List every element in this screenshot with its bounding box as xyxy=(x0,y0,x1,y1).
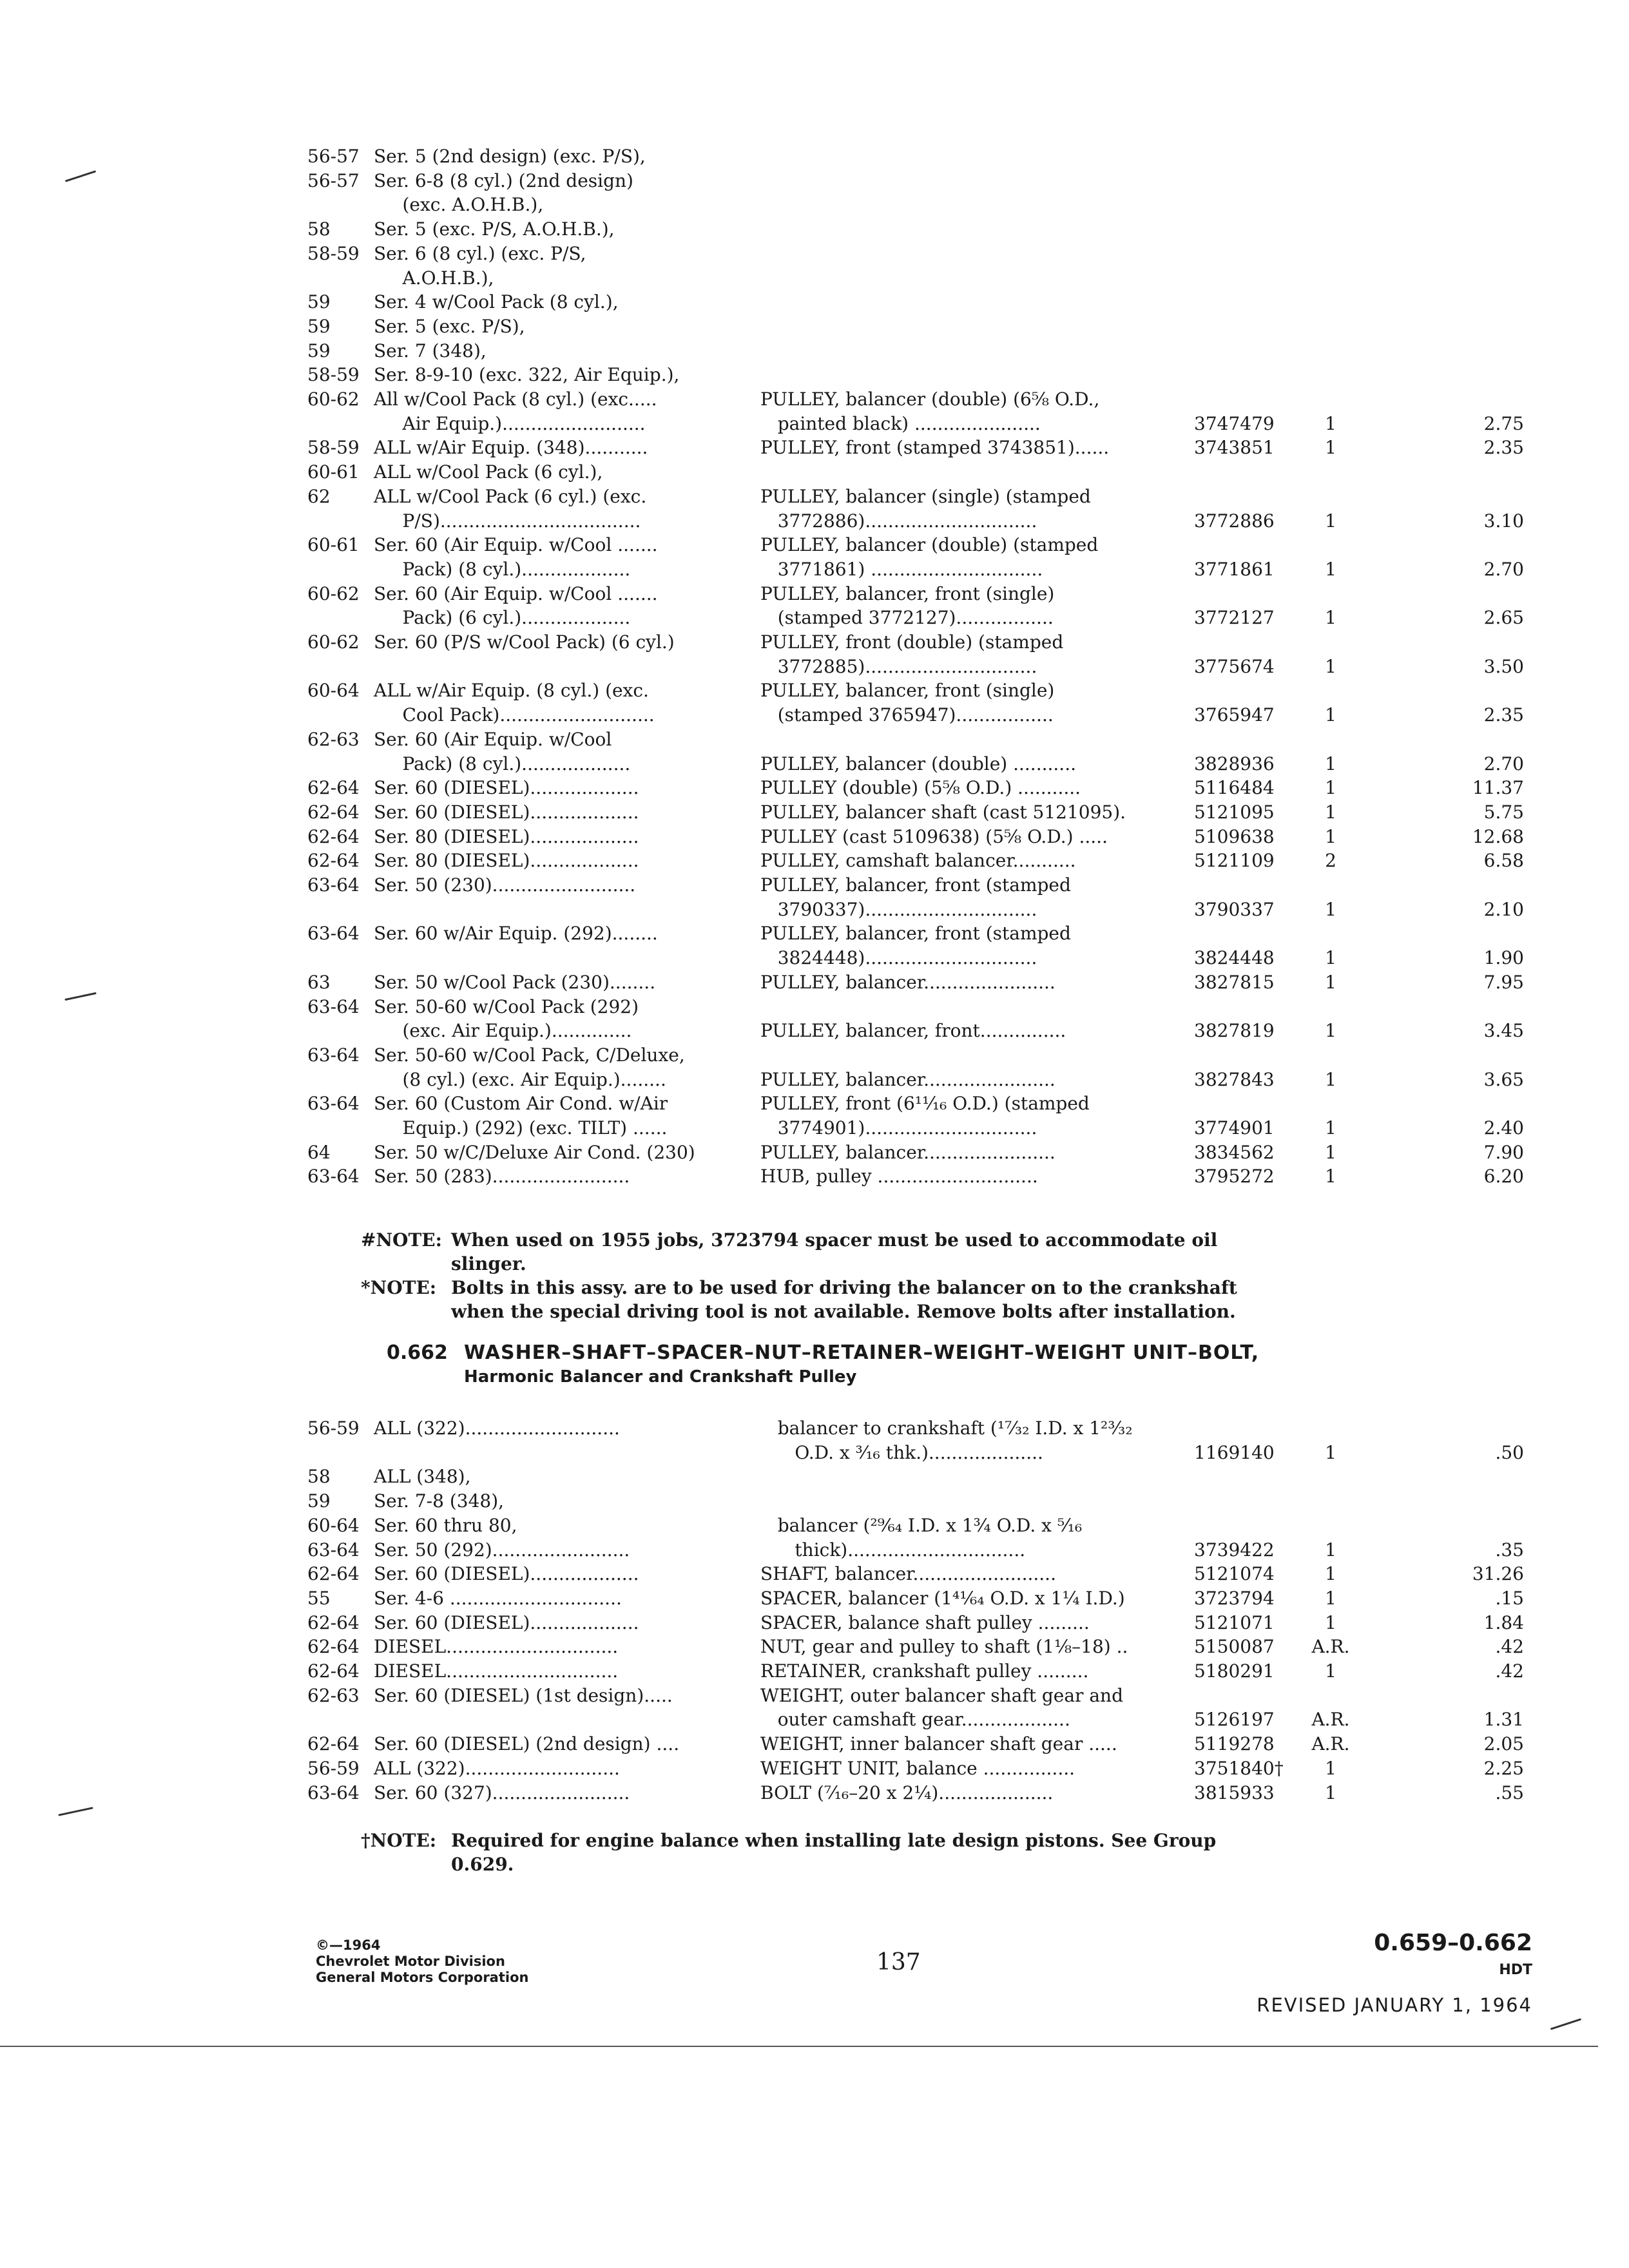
year-cell: 62-64 xyxy=(307,1563,360,1585)
description-cell: 3772885).............................. xyxy=(760,655,1037,677)
group-reference: 0.659–0.662 xyxy=(1374,1930,1532,1956)
year-cell: 62 xyxy=(307,485,331,507)
quantity-cell: 1 xyxy=(1325,1611,1336,1633)
year-cell: 62-63 xyxy=(307,728,360,750)
year-cell: 60-61 xyxy=(307,461,360,483)
page-bottom-rule xyxy=(0,2046,1598,2047)
application-cell: Pack) (8 cyl.)................... xyxy=(374,753,631,774)
description-cell: WEIGHT, inner balancer shaft gear ..... xyxy=(760,1733,1117,1755)
part-number-cell: 3723794 xyxy=(1194,1587,1275,1609)
description-cell: 3824448).............................. xyxy=(760,947,1037,969)
application-cell: Ser. 60 (Custom Air Cond. w/Air xyxy=(374,1093,668,1115)
year-cell: 59 xyxy=(307,315,331,337)
year-cell: 60-62 xyxy=(307,631,360,653)
hdt-label: HDT xyxy=(1499,1962,1532,1978)
year-cell: 58-59 xyxy=(307,437,360,459)
description-cell: (stamped 3772127)................. xyxy=(760,607,1054,629)
copyright-corporation: General Motors Corporation xyxy=(316,1970,529,1985)
year-cell: 60-62 xyxy=(307,389,360,410)
note-label: #NOTE: xyxy=(361,1229,442,1251)
quantity-cell: 1 xyxy=(1325,777,1336,799)
application-cell: Pack) (6 cyl.)................... xyxy=(374,607,631,629)
price-cell: 6.20 xyxy=(1483,1166,1524,1187)
year-cell: 63-64 xyxy=(307,874,360,896)
application-cell: ALL (348), xyxy=(374,1466,471,1488)
description-cell: WEIGHT, outer balancer shaft gear and xyxy=(760,1684,1123,1706)
description-cell: 3772886).............................. xyxy=(760,510,1037,532)
price-cell: 2.35 xyxy=(1483,437,1524,459)
description-cell: PULLEY, balancer (double) (stamped xyxy=(760,534,1099,556)
application-cell: Ser. 60 (DIESEL)................... xyxy=(374,801,639,823)
price-cell: 11.37 xyxy=(1472,777,1524,799)
description-cell: painted black) ...................... xyxy=(760,412,1041,434)
year-cell: 60-64 xyxy=(307,680,360,702)
price-cell: 3.45 xyxy=(1483,1020,1524,1042)
application-cell: Ser. 50 w/Cool Pack (230)........ xyxy=(374,971,656,993)
year-cell: 62-64 xyxy=(307,1660,360,1682)
application-cell: Ser. 60 (Air Equip. w/Cool xyxy=(374,728,612,750)
part-number-cell: 3743851 xyxy=(1194,437,1275,459)
description-cell: PULLEY (double) (5⅝ O.D.) ........... xyxy=(760,777,1081,799)
description-cell: NUT, gear and pulley to shaft (1⅛–18) .. xyxy=(760,1636,1128,1658)
part-number-cell: 3765947 xyxy=(1194,704,1275,726)
application-cell: ALL (322)........................... xyxy=(374,1757,620,1779)
application-cell: A.O.H.B.), xyxy=(374,267,494,289)
part-number-cell: 3815933 xyxy=(1194,1782,1275,1803)
application-cell: ALL (322)........................... xyxy=(374,1418,620,1439)
page-number: 137 xyxy=(876,1949,921,1975)
description-cell: BOLT (⁷⁄₁₆–20 x 2¼).................... xyxy=(760,1782,1054,1803)
part-number-cell: 3828936 xyxy=(1194,753,1275,774)
price-cell: 31.26 xyxy=(1472,1563,1524,1585)
application-cell: Pack) (8 cyl.)................... xyxy=(374,558,631,580)
quantity-cell: 1 xyxy=(1325,655,1336,677)
price-cell: 2.40 xyxy=(1483,1117,1524,1139)
price-cell: 2.70 xyxy=(1483,558,1524,580)
description-cell: PULLEY, front (6¹¹⁄₁₆ O.D.) (stamped xyxy=(760,1093,1090,1115)
year-cell: 58 xyxy=(307,1466,331,1488)
year-cell: 58 xyxy=(307,218,331,240)
price-cell: 3.10 xyxy=(1483,510,1524,532)
application-cell: (exc. Air Equip.).............. xyxy=(374,1020,632,1042)
description-cell: PULLEY, balancer....................... xyxy=(760,1141,1055,1163)
description-cell: PULLEY, front (double) (stamped xyxy=(760,631,1064,653)
application-cell: Ser. 60 w/Air Equip. (292)........ xyxy=(374,923,658,945)
quantity-cell: 1 xyxy=(1325,1166,1336,1187)
year-cell: 63-64 xyxy=(307,923,360,945)
description-cell: WEIGHT UNIT, balance ................ xyxy=(760,1757,1075,1779)
copyright-division: Chevrolet Motor Division xyxy=(316,1954,505,1969)
description-cell: SHAFT, balancer......................... xyxy=(760,1563,1056,1585)
quantity-cell: 1 xyxy=(1325,1141,1336,1163)
application-cell: Ser. 8-9-10 (exc. 322, Air Equip.), xyxy=(374,364,680,386)
application-cell: DIESEL.............................. xyxy=(374,1636,619,1658)
year-cell: 63-64 xyxy=(307,1166,360,1187)
application-cell: Ser. 80 (DIESEL)................... xyxy=(374,825,639,847)
price-cell: 2.70 xyxy=(1483,753,1524,774)
quantity-cell: 1 xyxy=(1325,1757,1336,1779)
application-cell: Ser. 4 w/Cool Pack (8 cyl.), xyxy=(374,291,619,313)
section-subtitle: Harmonic Balancer and Crankshaft Pulley xyxy=(464,1367,857,1387)
description-cell: SPACER, balancer (1⁴¹⁄₆₄ O.D. x 1¼ I.D.) xyxy=(760,1587,1125,1609)
application-cell: Ser. 60 (Air Equip. w/Cool ....... xyxy=(374,534,658,556)
description-cell: PULLEY, balancer, front (single) xyxy=(760,680,1055,702)
quantity-cell: 1 xyxy=(1325,947,1336,969)
margin-punch-mark xyxy=(64,992,97,1001)
year-cell: 59 xyxy=(307,1490,331,1512)
quantity-cell: 1 xyxy=(1325,704,1336,726)
part-number-cell: 3824448 xyxy=(1194,947,1275,969)
application-cell: ALL w/Air Equip. (8 cyl.) (exc. xyxy=(374,680,649,702)
year-cell: 60-64 xyxy=(307,1514,360,1536)
part-number-cell: 3827819 xyxy=(1194,1020,1275,1042)
section-title: WASHER–SHAFT–SPACER–NUT–RETAINER–WEIGHT–WEIGHT UNIT–BOLT, xyxy=(464,1341,1260,1364)
description-cell: PULLEY, balancer (double) (6⅝ O.D., xyxy=(760,389,1100,410)
application-cell: Ser. 60 (DIESEL)................... xyxy=(374,1611,639,1633)
part-number-cell: 3772127 xyxy=(1194,607,1275,629)
year-cell: 62-64 xyxy=(307,1636,360,1658)
application-cell: Equip.) (292) (exc. TILT) ...... xyxy=(374,1117,668,1139)
description-cell: 3790337).............................. xyxy=(760,898,1037,920)
year-cell: 63-64 xyxy=(307,1093,360,1115)
part-number-cell: 3834562 xyxy=(1194,1141,1275,1163)
quantity-cell: 1 xyxy=(1325,971,1336,993)
price-cell: 12.68 xyxy=(1472,825,1524,847)
quantity-cell: 1 xyxy=(1325,1117,1336,1139)
description-cell: thick)............................... xyxy=(760,1539,1026,1561)
year-cell: 63-64 xyxy=(307,1044,360,1066)
application-cell: Ser. 7-8 (348), xyxy=(374,1490,505,1512)
application-cell: Ser. 4-6 .............................. xyxy=(374,1587,622,1609)
part-number-cell: 5126197 xyxy=(1194,1709,1275,1731)
application-cell: Ser. 60 (DIESEL)................... xyxy=(374,1563,639,1585)
application-cell: (exc. A.O.H.B.), xyxy=(374,194,544,216)
application-cell: Ser. 50 w/C/Deluxe Air Cond. (230) xyxy=(374,1141,695,1163)
quantity-cell: 1 xyxy=(1325,1068,1336,1090)
part-number-cell: 5180291 xyxy=(1194,1660,1275,1682)
year-cell: 58-59 xyxy=(307,364,360,386)
year-cell: 60-62 xyxy=(307,582,360,604)
application-cell: Ser. 5 (exc. P/S, A.O.H.B.), xyxy=(374,218,615,240)
revised-date: REVISED JANUARY 1, 1964 xyxy=(1257,1994,1532,2016)
part-number-cell: 1169140 xyxy=(1194,1441,1275,1463)
description-cell: PULLEY, front (stamped 3743851)...... xyxy=(760,437,1110,459)
price-cell: 2.75 xyxy=(1483,412,1524,434)
part-number-cell: 3774901 xyxy=(1194,1117,1275,1139)
application-cell: Ser. 60 thru 80, xyxy=(374,1514,517,1536)
application-cell: Ser. 5 (2nd design) (exc. P/S), xyxy=(374,146,646,167)
year-cell: 59 xyxy=(307,340,331,361)
part-number-cell: 3772886 xyxy=(1194,510,1275,532)
price-cell: 1.84 xyxy=(1483,1611,1524,1633)
description-cell: balancer (²⁹⁄₆₄ I.D. x 1¾ O.D. x ⁵⁄₁₆ xyxy=(760,1514,1083,1536)
note-text: 0.629. xyxy=(451,1854,514,1875)
year-cell: 62-64 xyxy=(307,777,360,799)
quantity-cell: 1 xyxy=(1325,607,1336,629)
year-cell: 63-64 xyxy=(307,1539,360,1561)
quantity-cell: 1 xyxy=(1325,1441,1336,1463)
description-cell: PULLEY, balancer, front............... xyxy=(760,1020,1066,1042)
application-cell: All w/Cool Pack (8 cyl.) (exc..... xyxy=(374,389,657,410)
application-cell: Ser. 50 (230)......................... xyxy=(374,874,636,896)
description-cell: PULLEY, balancer (single) (stamped xyxy=(760,485,1091,507)
application-cell: Ser. 6 (8 cyl.) (exc. P/S, xyxy=(374,242,586,264)
part-number-cell: 3771861 xyxy=(1194,558,1275,580)
part-number-cell: 3827843 xyxy=(1194,1068,1275,1090)
description-cell: (stamped 3765947)................. xyxy=(760,704,1054,726)
application-cell: Ser. 50-60 w/Cool Pack, C/Deluxe, xyxy=(374,1044,685,1066)
part-number-cell: 3790337 xyxy=(1194,898,1275,920)
description-cell: 3771861) .............................. xyxy=(760,558,1043,580)
year-cell: 58-59 xyxy=(307,242,360,264)
part-number-cell: 3739422 xyxy=(1194,1539,1275,1561)
quantity-cell: 1 xyxy=(1325,412,1336,434)
year-cell: 59 xyxy=(307,291,331,313)
year-cell: 62-64 xyxy=(307,850,360,872)
description-cell: SPACER, balance shaft pulley ......... xyxy=(760,1611,1090,1633)
quantity-cell: 1 xyxy=(1325,753,1336,774)
quantity-cell: 2 xyxy=(1325,850,1336,872)
application-cell: Ser. 5 (exc. P/S), xyxy=(374,315,525,337)
quantity-cell: 1 xyxy=(1325,1563,1336,1585)
application-cell: Cool Pack)........................... xyxy=(374,704,655,726)
application-cell: Ser. 60 (P/S w/Cool Pack) (6 cyl.) xyxy=(374,631,675,653)
price-cell: 7.95 xyxy=(1483,971,1524,993)
application-cell: (8 cyl.) (exc. Air Equip.)........ xyxy=(374,1068,666,1090)
year-cell: 60-61 xyxy=(307,534,360,556)
price-cell: .55 xyxy=(1495,1782,1524,1803)
part-number-cell: 5121095 xyxy=(1194,801,1275,823)
year-cell: 55 xyxy=(307,1587,331,1609)
quantity-cell: 1 xyxy=(1325,825,1336,847)
part-number-cell: 3751840† xyxy=(1194,1757,1284,1779)
year-cell: 62-64 xyxy=(307,1611,360,1633)
price-cell: .42 xyxy=(1495,1636,1524,1658)
margin-punch-mark xyxy=(1550,2018,1581,2030)
quantity-cell: 1 xyxy=(1325,1660,1336,1682)
part-number-cell: 5150087 xyxy=(1194,1636,1275,1658)
description-cell: balancer to crankshaft (¹⁷⁄₃₂ I.D. x 1²³⁄₃₂ xyxy=(760,1418,1133,1439)
description-cell: PULLEY, camshaft balancer........... xyxy=(760,850,1076,872)
quantity-cell: 1 xyxy=(1325,801,1336,823)
description-cell: PULLEY (cast 5109638) (5⅝ O.D.) ..... xyxy=(760,825,1108,847)
application-cell: DIESEL.............................. xyxy=(374,1660,619,1682)
quantity-cell: A.R. xyxy=(1311,1733,1350,1755)
margin-punch-mark xyxy=(65,170,96,182)
part-number-cell: 5109638 xyxy=(1194,825,1275,847)
application-cell: Ser. 50 (283)........................ xyxy=(374,1166,630,1187)
description-cell: PULLEY, balancer, front (stamped xyxy=(760,874,1071,896)
note-label: *NOTE: xyxy=(361,1277,437,1298)
price-cell: 2.65 xyxy=(1483,607,1524,629)
description-cell: PULLEY, balancer (double) ........... xyxy=(760,753,1076,774)
margin-punch-mark xyxy=(58,1807,93,1816)
application-cell: Air Equip.)......................... xyxy=(374,412,646,434)
description-cell: PULLEY, balancer, front (stamped xyxy=(760,923,1071,945)
description-cell: O.D. x ³⁄₁₆ thk.).................... xyxy=(760,1441,1043,1463)
application-cell: P/S)................................... xyxy=(374,510,641,532)
note-text: Bolts in this assy. are to be used for driving the balancer on to the crankshaft xyxy=(451,1277,1237,1298)
copyright-block xyxy=(316,1937,528,1986)
year-cell: 63-64 xyxy=(307,995,360,1017)
application-cell: Ser. 7 (348), xyxy=(374,340,487,361)
application-cell: ALL w/Cool Pack (6 cyl.), xyxy=(374,461,603,483)
part-number-cell: 3775674 xyxy=(1194,655,1275,677)
description-cell: PULLEY, balancer, front (single) xyxy=(760,582,1055,604)
quantity-cell: 1 xyxy=(1325,558,1336,580)
quantity-cell: 1 xyxy=(1325,1539,1336,1561)
price-cell: .42 xyxy=(1495,1660,1524,1682)
year-cell: 56-59 xyxy=(307,1418,360,1439)
application-cell: Ser. 60 (DIESEL) (2nd design) .... xyxy=(374,1733,680,1755)
year-cell: 56-57 xyxy=(307,146,360,167)
description-cell: HUB, pulley ............................ xyxy=(760,1166,1038,1187)
year-cell: 56-59 xyxy=(307,1757,360,1779)
application-cell: Ser. 50-60 w/Cool Pack (292) xyxy=(374,995,639,1017)
part-number-cell: 3827815 xyxy=(1194,971,1275,993)
price-cell: 5.75 xyxy=(1483,801,1524,823)
year-cell: 62-64 xyxy=(307,801,360,823)
copyright-year: ©—1964 xyxy=(316,1937,381,1953)
section-number: 0.662 xyxy=(387,1341,448,1364)
part-number-cell: 5121074 xyxy=(1194,1563,1275,1585)
price-cell: .50 xyxy=(1495,1441,1524,1463)
description-cell: PULLEY, balancer shaft (cast 5121095). xyxy=(760,801,1126,823)
application-cell: Ser. 60 (Air Equip. w/Cool ....... xyxy=(374,582,658,604)
price-cell: 1.90 xyxy=(1483,947,1524,969)
part-number-cell: 3747479 xyxy=(1194,412,1275,434)
price-cell: .15 xyxy=(1495,1587,1524,1609)
application-cell: Ser. 60 (327)........................ xyxy=(374,1782,630,1803)
application-cell: ALL w/Cool Pack (6 cyl.) (exc. xyxy=(374,485,647,507)
part-number-cell: 5116484 xyxy=(1194,777,1275,799)
note-text: When used on 1955 jobs, 3723794 spacer must be used to accommodate oil xyxy=(451,1229,1218,1251)
year-cell: 63 xyxy=(307,971,331,993)
price-cell: 1.31 xyxy=(1483,1709,1524,1731)
note-label: †NOTE: xyxy=(361,1830,437,1851)
quantity-cell: 1 xyxy=(1325,1782,1336,1803)
part-number-cell: 5121071 xyxy=(1194,1611,1275,1633)
quantity-cell: 1 xyxy=(1325,1587,1336,1609)
part-number-cell: 5121109 xyxy=(1194,850,1275,872)
quantity-cell: A.R. xyxy=(1311,1709,1350,1731)
quantity-cell: 1 xyxy=(1325,510,1336,532)
application-cell: Ser. 50 (292)........................ xyxy=(374,1539,630,1561)
part-number-cell: 5119278 xyxy=(1194,1733,1275,1755)
application-cell: Ser. 80 (DIESEL)................... xyxy=(374,850,639,872)
note-text: Required for engine balance when installing late design pistons. See Group xyxy=(451,1830,1217,1851)
year-cell: 56-57 xyxy=(307,169,360,191)
application-cell: Ser. 60 (DIESEL)................... xyxy=(374,777,639,799)
price-cell: 2.10 xyxy=(1483,898,1524,920)
price-cell: 2.35 xyxy=(1483,704,1524,726)
year-cell: 62-64 xyxy=(307,1733,360,1755)
year-cell: 62-63 xyxy=(307,1684,360,1706)
part-number-cell: 3795272 xyxy=(1194,1166,1275,1187)
price-cell: 3.65 xyxy=(1483,1068,1524,1090)
quantity-cell: 1 xyxy=(1325,1020,1336,1042)
year-cell: 64 xyxy=(307,1141,331,1163)
year-cell: 63-64 xyxy=(307,1782,360,1803)
description-cell: RETAINER, crankshaft pulley ......... xyxy=(760,1660,1089,1682)
quantity-cell: 1 xyxy=(1325,437,1336,459)
application-cell: ALL w/Air Equip. (348)........... xyxy=(374,437,648,459)
description-cell: outer camshaft gear................... xyxy=(760,1709,1070,1731)
application-cell: Ser. 6-8 (8 cyl.) (2nd design) xyxy=(374,169,633,191)
price-cell: 7.90 xyxy=(1483,1141,1524,1163)
quantity-cell: A.R. xyxy=(1311,1636,1350,1658)
year-cell: 62-64 xyxy=(307,825,360,847)
note-text: slinger. xyxy=(451,1253,526,1274)
description-cell: PULLEY, balancer....................... xyxy=(760,971,1055,993)
application-cell: Ser. 60 (DIESEL) (1st design)..... xyxy=(374,1684,673,1706)
price-cell: 6.58 xyxy=(1483,850,1524,872)
price-cell: 2.05 xyxy=(1483,1733,1524,1755)
quantity-cell: 1 xyxy=(1325,898,1336,920)
note-text: when the special driving tool is not available. Remove bolts after installation. xyxy=(451,1301,1236,1322)
price-cell: .35 xyxy=(1495,1539,1524,1561)
price-cell: 3.50 xyxy=(1483,655,1524,677)
price-cell: 2.25 xyxy=(1483,1757,1524,1779)
description-cell: 3774901).............................. xyxy=(760,1117,1037,1139)
description-cell: PULLEY, balancer....................... xyxy=(760,1068,1055,1090)
